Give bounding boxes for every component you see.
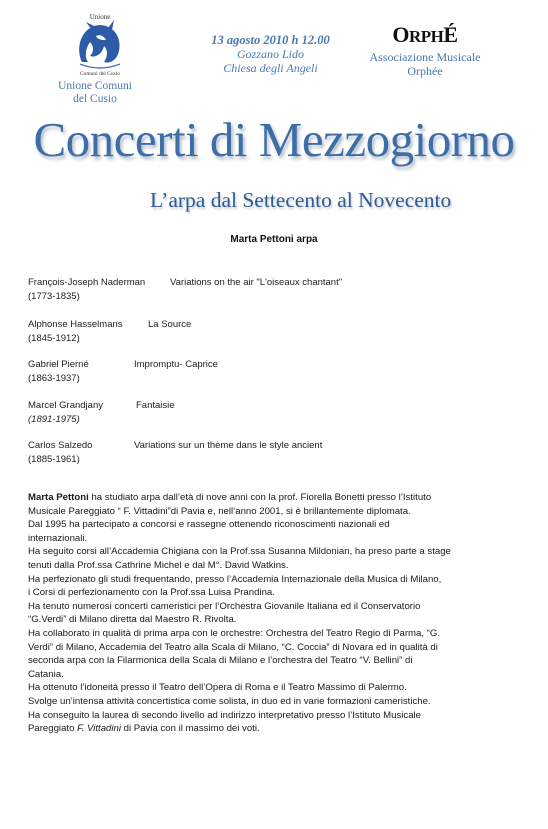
program-item bbox=[28, 318, 528, 346]
program-years: (1773-1835) bbox=[28, 291, 80, 302]
org-left-name bbox=[40, 80, 150, 106]
bio-line: tenuti dalla Prof.ssa Cathrine Michel e dal M°. David Watkins. bbox=[28, 559, 289, 571]
program-piece: Impromptu- Caprice bbox=[134, 359, 218, 370]
bio-line: Svolge un’intensa attività concertistica come solista, in duo ed in varie formazioni cameristiche. bbox=[28, 695, 431, 707]
program-composer: Alphonse Hasselmans bbox=[28, 319, 123, 330]
org-right-name bbox=[360, 50, 490, 78]
program-years: (1885-1961) bbox=[28, 454, 80, 465]
bio-line18-post: di Pavia con il massimo dei voti. bbox=[121, 723, 260, 735]
org-right-line2: Orphée bbox=[407, 64, 443, 78]
program-item bbox=[28, 358, 528, 386]
program-years: (1863-1937) bbox=[28, 373, 80, 384]
logo-caption-text: Comuni del Cusio bbox=[79, 71, 121, 77]
program-item bbox=[28, 439, 528, 467]
bio-line: Ha ottenuto l’idoneità presso il Teatro dell’Opera di Roma e il Teatro Massimo di Palermo. bbox=[28, 682, 407, 694]
performer: Marta Pettoni arpa bbox=[230, 234, 318, 245]
program-years: (1891-1975) bbox=[28, 414, 80, 425]
bio-line: Dal 1995 ha partecipato a concorsi e rassegne ottenendo riconoscimenti nazionali ed bbox=[28, 519, 390, 531]
event-date: 13 agosto 2010 h 12.00 bbox=[211, 33, 330, 47]
main-title: Concerti di Mezzogiorno bbox=[33, 112, 515, 167]
program-composer: François-Joseph Naderman bbox=[28, 277, 146, 288]
brand-e: É bbox=[443, 22, 458, 47]
bio-line: internazionali. bbox=[28, 532, 88, 544]
bio-line1-rest: ha studiato arpa dall’età di nove anni con la prof. Fiorella Bonetti presso l’Istituto bbox=[88, 492, 432, 503]
bio-line18-pre: Pareggiato bbox=[28, 723, 78, 735]
bio-line: “G.Verdi” di Milano diretta dal Maestro R. Rivolta. bbox=[28, 614, 237, 626]
program-composer: Marcel Grandjany bbox=[28, 400, 103, 411]
program-years: (1845-1912) bbox=[28, 333, 80, 344]
subtitle: L’arpa dal Settecento al Novecento bbox=[150, 188, 452, 212]
biography bbox=[28, 491, 528, 736]
bio-line: Ha perfezionato gli studi frequentando, presso l’Accademia Internazionale della Musica di Milano, bbox=[28, 573, 442, 585]
bio-line bbox=[28, 491, 528, 505]
bio-line: Ha conseguito la laurea di secondo livello ad indirizzo interpretativo presso l’Istituto Musicale bbox=[28, 709, 422, 721]
bio-line: seconda arpa con la Filarmonica della Scala di Milano e l’orchestra del Teatro “V. Bellini” di bbox=[28, 655, 413, 667]
bio-line: Ha collaborato in qualità di prima arpa con le orchestre: Orchestra del Teatro Regio di Parma, “G. bbox=[28, 627, 441, 639]
org-left-line1: Unione Comuni bbox=[58, 80, 132, 92]
bio-name: Marta Pettoni bbox=[28, 492, 89, 503]
brand-o: O bbox=[392, 22, 410, 47]
program-composer: Carlos Salzedo bbox=[28, 440, 93, 451]
bio-line: Catania. bbox=[28, 668, 64, 680]
program-composer: Gabriel Pierné bbox=[28, 359, 89, 370]
bio-line: Musicale Pareggiato “ F. Vittadini”di Pavia e, nell’anno 2001, si è brillantemente diplomata. bbox=[28, 505, 411, 517]
bio-line: Ha seguito corsi all’Accademia Chigiana con la Prof.ssa Susanna Mildonian, ha preso parte a stage bbox=[28, 546, 451, 558]
org-right-line1: Associazione Musicale bbox=[369, 50, 481, 64]
orphee-logo bbox=[370, 22, 480, 48]
bio-line: Ha tenuto numerosi concerti cameristici per l’Orchestra Giovanile Italiana ed il Conservatorio bbox=[28, 600, 421, 612]
program-piece: La Source bbox=[148, 319, 192, 330]
event-venue: Chiesa degli Angeli bbox=[223, 61, 318, 75]
brand-rph: RPH bbox=[409, 27, 444, 46]
program-piece: Fantaisie bbox=[136, 400, 175, 411]
unione-comuni-logo bbox=[72, 10, 128, 78]
bio-line bbox=[28, 722, 528, 736]
program-piece: Variations on the air "L'oiseaux chantant" bbox=[170, 277, 343, 288]
bio-line: Verdi” di Milano, Accademia del Teatro alla Scala di Milano, “C. Coccia” di Novara ed in qualità di bbox=[28, 641, 438, 653]
logo-top-text: Unione bbox=[89, 13, 111, 21]
dragon-crest-icon bbox=[72, 10, 128, 78]
program-piece: Variations sur un thème dans le style ancient bbox=[134, 440, 323, 451]
program-item bbox=[28, 399, 528, 427]
bio-line: i Corsi di perfezionamento con la Prof.ssa Luisa Prandina. bbox=[28, 587, 275, 599]
program-item bbox=[28, 276, 528, 304]
event-info bbox=[188, 33, 353, 75]
bio-line18-italic: F. Vittadini bbox=[77, 723, 121, 735]
event-place: Gozzano Lido bbox=[236, 47, 304, 61]
org-left-line2: del Cusio bbox=[73, 93, 117, 105]
